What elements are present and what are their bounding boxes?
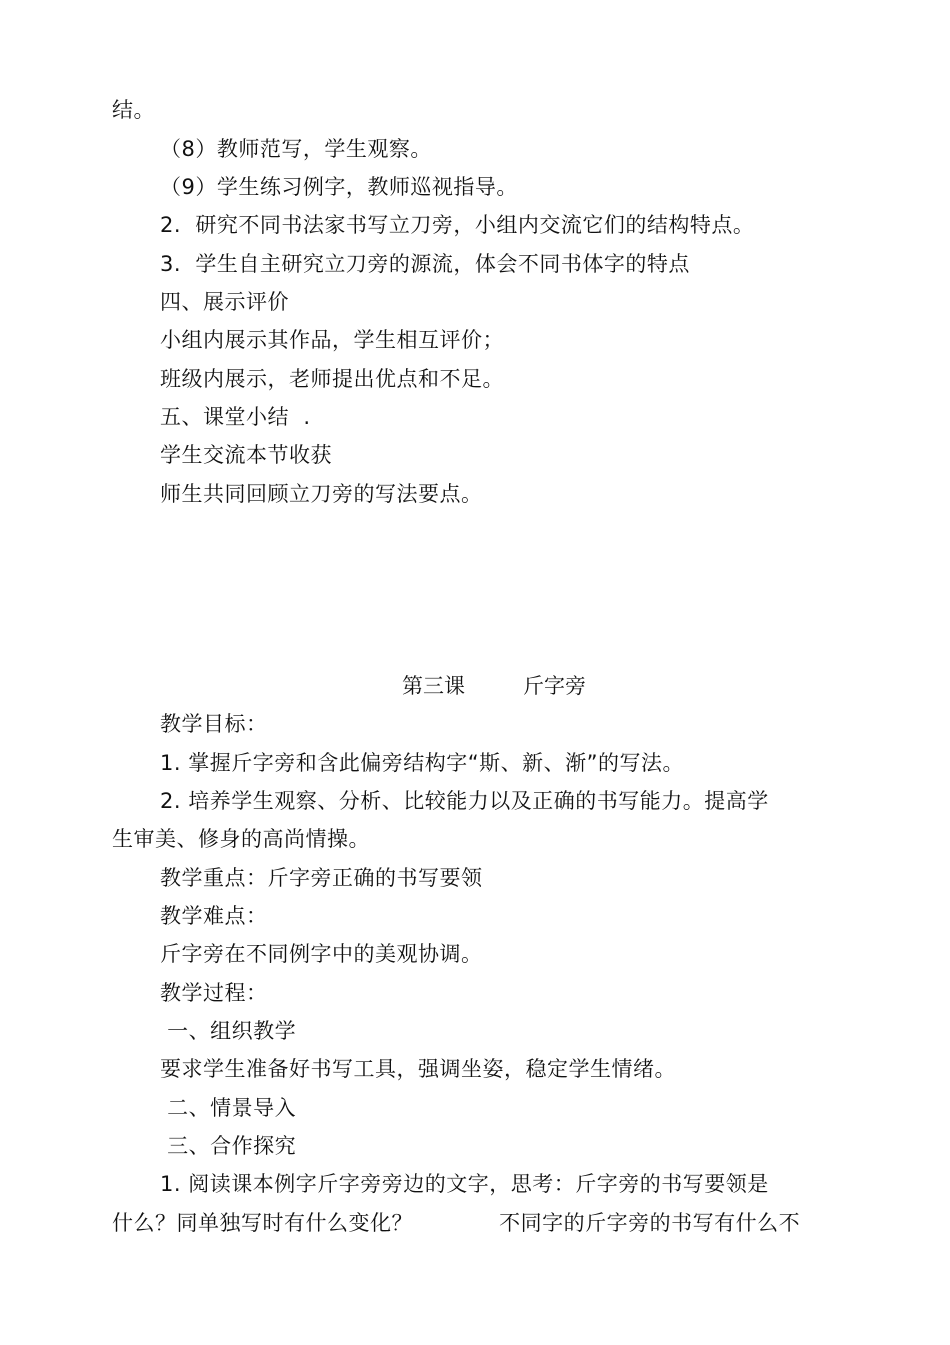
text-line: 1. 阅读课本例字斤字旁旁边的文字，思考：斤字旁的书写要领是 xyxy=(160,1172,769,1196)
text-line: 斤字旁在不同例字中的美观协调。 xyxy=(160,942,483,966)
section-heading: 四、展示评价 xyxy=(160,290,289,314)
text-line: 师生共同回顾立刀旁的写法要点。 xyxy=(160,482,483,506)
text-line: 教学重点：斤字旁正确的书写要领 xyxy=(160,866,483,890)
text-line: 结。 xyxy=(112,98,155,122)
text-line: 3. 学生自主研究立刀旁的源流，体会不同书体字的特点 xyxy=(160,252,690,276)
text-line: 学生交流本节收获 xyxy=(160,443,332,467)
lesson-number-title: 第三课 xyxy=(402,674,465,698)
text-line: 班级内展示，老师提出优点和不足。 xyxy=(160,367,504,391)
text-line: 要求学生准备好书写工具，强调坐姿，稳定学生情绪。 xyxy=(160,1057,676,1081)
section-heading: 一、组织教学 xyxy=(160,1019,297,1043)
text-line: 教学难点： xyxy=(160,904,268,928)
text-line: 什么？同单独写时有什么变化？ 不同字的斤字旁的书写有什么不 xyxy=(112,1211,801,1235)
section-heading: 二、情景导入 xyxy=(160,1096,297,1120)
text-line: 教学目标： xyxy=(160,712,268,736)
text-line: 2. 培养学生观察、分析、比较能力以及正确的书写能力。提高学 xyxy=(160,789,769,813)
section-heading: 五、课堂小结 . xyxy=(160,405,311,429)
text-line: 小组内展示其作品，学生相互评价； xyxy=(160,328,504,352)
text-line: 2. 研究不同书法家书写立刀旁，小组内交流它们的结构特点。 xyxy=(160,213,755,237)
lesson-topic-title: 斤字旁 xyxy=(523,674,586,698)
text-line: 教学过程： xyxy=(160,981,268,1005)
text-line: （9）学生练习例字，教师巡视指导。 xyxy=(160,175,518,199)
text-line: 生审美、修身的高尚情操。 xyxy=(112,827,370,851)
section-heading: 三、合作探究 xyxy=(160,1134,297,1158)
text-line: （8）教师范写，学生观察。 xyxy=(160,137,432,161)
text-line: 1. 掌握斤字旁和含此偏旁结构字“斯、新、渐”的写法。 xyxy=(160,751,684,775)
